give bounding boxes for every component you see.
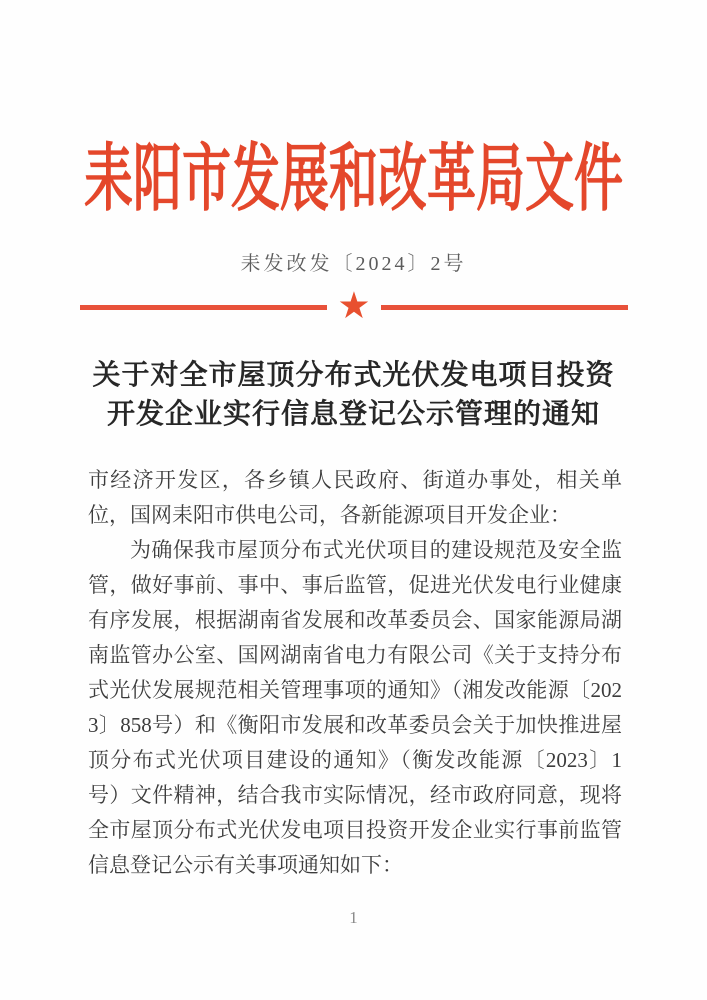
star-icon: ★ bbox=[337, 284, 371, 327]
separator-line-left bbox=[80, 305, 327, 310]
recipients-line: 市经济开发区，各乡镇人民政府、街道办事处，相关单位，国网耒阳市供电公司，各新能源项目开发企业： bbox=[88, 468, 622, 527]
letterhead-agency-title: 耒阳市发展和改革局文件 bbox=[83, 137, 623, 220]
red-separator-rule bbox=[80, 284, 628, 327]
document-title-line-1: 关于对全市屋顶分布式光伏发电项目投资 bbox=[92, 360, 615, 391]
document-title-line-2: 开发企业实行信息登记公示管理的通知 bbox=[106, 399, 600, 430]
separator-line-right bbox=[381, 305, 628, 310]
document-body bbox=[88, 463, 622, 883]
document-reference-number: 耒发改发〔2024〕2号 bbox=[240, 253, 467, 275]
document-title bbox=[0, 356, 707, 434]
body-paragraph-1: 为确保我市屋顶分布式光伏项目的建设规范及安全监管，做好事前、事中、事后监管，促进光伏发电行业健康有序发展，根据湖南省发展和改革委员会、国家能源局湖南监管办公室、国网湖南省电力有限公司《关于支持分布式光伏发展规范相关管理事项的通知》（湘发改能源〔2023〕858号）和《衡阳市发展和改革委员会关于加快推进屋顶分布式光伏项目建设的通知》（衡发改能源〔2023〕1号）文件精神，结合我市实际情况，经市政府同意，现将全市屋顶分布式光伏发电项目投资开发企业实行事前监管信息登记公示有关事项通知如下： bbox=[88, 538, 622, 877]
page-number: 1 bbox=[349, 908, 358, 927]
